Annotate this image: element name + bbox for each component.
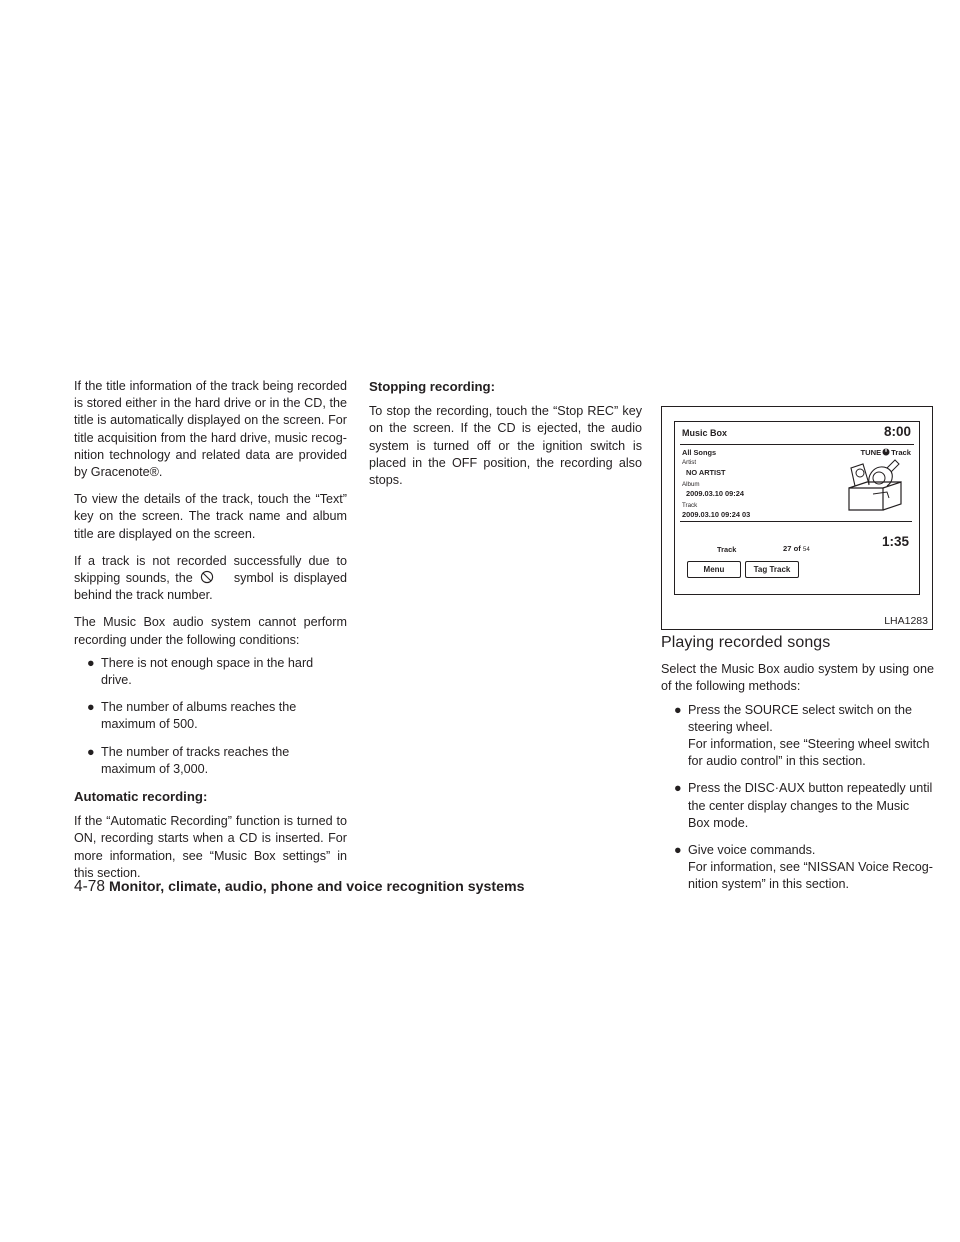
track-value: 2009.03.10 09:24 03 xyxy=(682,510,751,519)
track-counter-label: Track xyxy=(717,545,737,554)
page-number: 4-78 xyxy=(74,878,106,895)
music-box-screen-figure xyxy=(661,406,933,630)
methods-list xyxy=(661,702,934,894)
bullet-icon: ● xyxy=(674,781,682,796)
paragraph-title-info: If the title information of the track being recorded is stored either in the hard drive or in the CD, the title is automatically displayed on the screen. For title acquisition from the hard drive, music recognition technology and related data are provided by Gracenote®. xyxy=(74,379,347,480)
list-item: ● Press the SOURCE select switch on the steering wheel. For information, see “Steering wheel switch for audio control” in this section. xyxy=(674,702,930,769)
bullet-icon: ● xyxy=(87,655,95,670)
heading-playing-recorded-songs: Playing recorded songs xyxy=(661,634,831,651)
bullet-icon: ● xyxy=(674,702,682,717)
chapter-title: Monitor, climate, audio, phone and voice recognition systems xyxy=(109,879,525,895)
paragraph-view-details: To view the details of the track, touch the “Text” key on the screen. The track name and album title are displayed on the screen. xyxy=(74,492,347,541)
album-label: Album xyxy=(682,481,700,488)
bullet-icon: ● xyxy=(87,744,95,759)
track-underline xyxy=(680,521,912,522)
bullet-icon: ● xyxy=(87,700,95,715)
figure-code: LHA1283 xyxy=(884,615,928,627)
list-item: ● Give voice commands. For information, see “NISSAN Voice Recognition system” in this section. xyxy=(674,843,933,892)
list-item: ● The number of albums reaches the maximum of 500. xyxy=(87,700,297,732)
paragraph-select-music-box: Select the Music Box audio system by using one of the following methods: xyxy=(661,662,934,694)
artist-value: NO ARTIST xyxy=(686,468,726,477)
music-box-display xyxy=(674,421,920,595)
artist-label: Artist xyxy=(682,459,697,466)
tune-track-indicator: TUNE Track xyxy=(860,448,911,457)
tag-track-button[interactable]: Tag Track xyxy=(745,561,799,578)
screen-divider xyxy=(680,444,914,445)
list-item: ● There is not enough space in the hard drive. xyxy=(87,655,314,688)
page-footer xyxy=(74,878,525,896)
album-art-icon xyxy=(843,458,907,516)
tune-knob-icon xyxy=(882,448,890,456)
screen-clock: 8:00 xyxy=(883,424,911,439)
list-item: ● Press the DISC·AUX button repeatedly until the center display changes to the Music Box mode. xyxy=(674,781,933,830)
menu-button[interactable]: Menu xyxy=(687,561,741,578)
screen-title: Music Box xyxy=(682,428,728,438)
middle-column xyxy=(369,378,642,499)
heading-automatic-recording: Automatic recording: xyxy=(74,789,208,805)
list-item: ● The number of tracks reaches the maximum of 3,000. xyxy=(87,744,290,776)
track-label: Track xyxy=(682,502,698,509)
right-column xyxy=(661,634,934,904)
paragraph-stop-recording: To stop the recording, touch the “Stop REC” key on the screen. If the CD is ejected, the audio system is turned off or the ignition switch is placed in the OFF position, the recording also stops. xyxy=(369,404,642,488)
bullet-icon: ● xyxy=(674,843,682,858)
paragraph-automatic-recording: If the “Automatic Recording” function is turned to ON, recording starts when a CD is inserted. For more information, see “Music Box settings” in this section. xyxy=(74,814,347,880)
no-record-icon xyxy=(200,570,214,584)
track-counter: 27 of 54 xyxy=(783,544,810,553)
paragraph-conditions: The Music Box audio system cannot perform recording under the following conditions: xyxy=(74,615,347,647)
elapsed-time: 1:35 xyxy=(881,534,909,549)
conditions-list xyxy=(74,655,347,778)
heading-stopping-recording: Stopping recording: xyxy=(369,379,496,394)
left-column xyxy=(74,378,347,892)
all-songs-label: All Songs xyxy=(682,448,717,457)
paragraph-skip-symbol: If a track is not recorded successfully due to skipping sounds, the symbol is displayed behind the track number. xyxy=(74,553,347,603)
album-value: 2009.03.10 09:24 xyxy=(686,489,744,498)
